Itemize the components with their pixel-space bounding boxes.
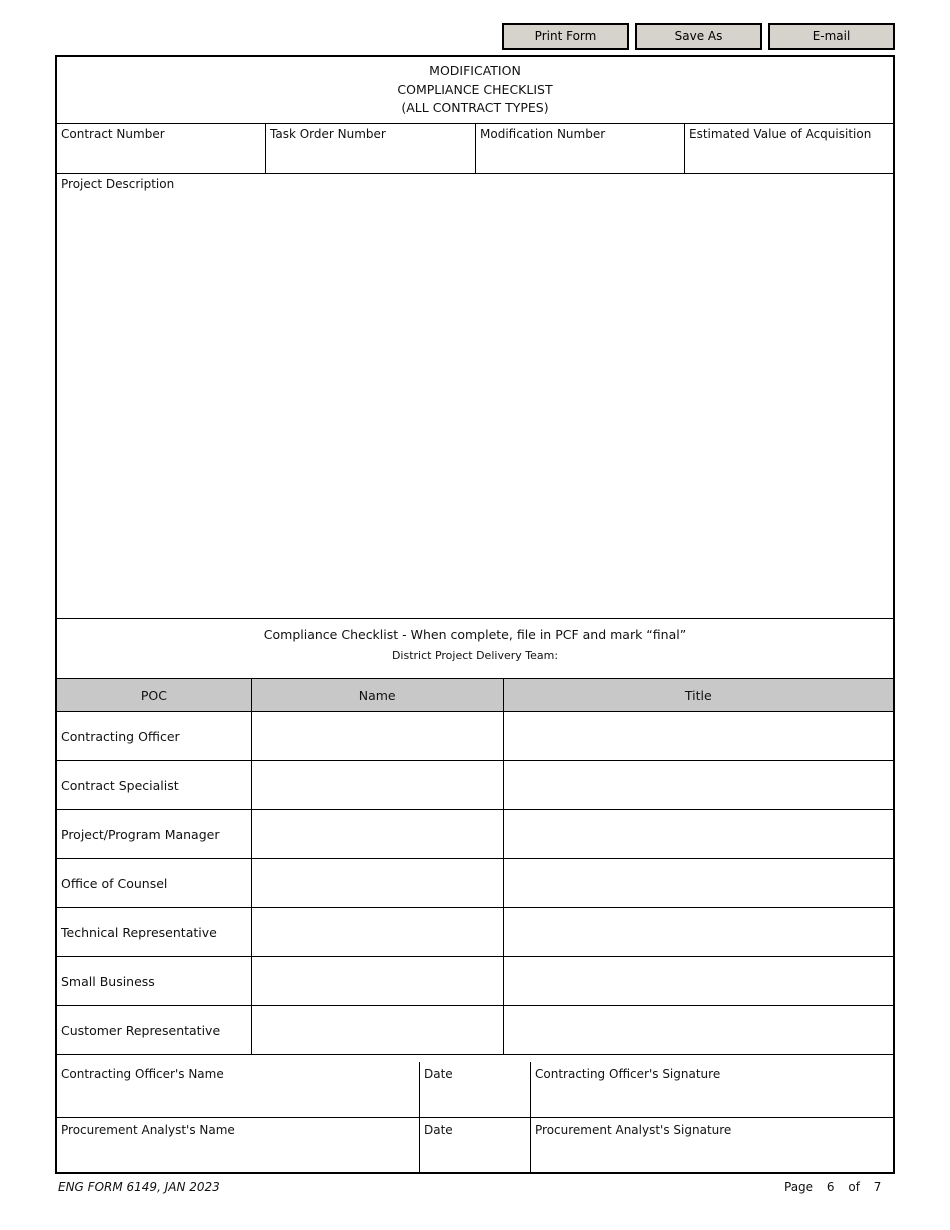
save-as-button[interactable]: Save As bbox=[635, 23, 762, 50]
compliance-subtitle: District Project Delivery Team: bbox=[391, 649, 559, 662]
procurement-analyst-date-label: Date bbox=[424, 1123, 453, 1137]
of-label: of bbox=[848, 1180, 860, 1194]
name-input[interactable] bbox=[251, 712, 503, 761]
header-line-1: MODIFICATION bbox=[429, 63, 521, 78]
contracting-officer-name-label: Contracting Officer's Name bbox=[61, 1067, 224, 1081]
table-row bbox=[57, 810, 894, 859]
title-input[interactable] bbox=[503, 761, 893, 810]
poc-role: Project/Program Manager bbox=[57, 810, 252, 859]
poc-role: Contract Specialist bbox=[57, 761, 252, 810]
page-current: 6 bbox=[826, 1180, 835, 1194]
poc-role: Office of Counsel bbox=[57, 859, 252, 908]
name-header: Name bbox=[251, 679, 503, 712]
name-input[interactable] bbox=[251, 761, 503, 810]
poc-role: Customer Representative bbox=[57, 1006, 252, 1055]
page-indicator bbox=[784, 1180, 891, 1194]
contracting-officer-signature-field[interactable] bbox=[531, 1062, 893, 1118]
table-row bbox=[57, 957, 894, 1006]
name-input[interactable] bbox=[251, 908, 503, 957]
name-input[interactable] bbox=[251, 1006, 503, 1055]
poc-role: Contracting Officer bbox=[57, 712, 252, 761]
title-header: Title bbox=[503, 679, 893, 712]
form-id: ENG FORM 6149, JAN 2023 bbox=[58, 1180, 220, 1194]
compliance-section bbox=[57, 619, 893, 678]
title-input[interactable] bbox=[503, 859, 893, 908]
contracting-officer-date-label: Date bbox=[424, 1067, 453, 1081]
contract-number-label: Contract Number bbox=[61, 127, 165, 141]
project-description-field[interactable] bbox=[57, 174, 893, 619]
procurement-analyst-signature-field[interactable] bbox=[531, 1118, 893, 1174]
table-row bbox=[57, 712, 894, 761]
email-button[interactable]: E-mail bbox=[768, 23, 895, 50]
contracting-officer-date-field[interactable] bbox=[420, 1062, 531, 1118]
header-line-2: COMPLIANCE CHECKLIST bbox=[397, 81, 553, 97]
table-row bbox=[57, 761, 894, 810]
procurement-analyst-name-field[interactable] bbox=[57, 1118, 420, 1174]
contract-number-field[interactable] bbox=[57, 124, 266, 174]
poc-table-header bbox=[57, 679, 894, 712]
form-header bbox=[57, 57, 893, 124]
poc-role: Small Business bbox=[57, 957, 252, 1006]
contracting-officer-name-field[interactable] bbox=[57, 1062, 420, 1118]
contracting-officer-signature-label: Contracting Officer's Signature bbox=[535, 1067, 721, 1081]
title-input[interactable] bbox=[503, 810, 893, 859]
table-row bbox=[57, 859, 894, 908]
estimated-value-field[interactable] bbox=[685, 124, 893, 174]
procurement-analyst-name-label: Procurement Analyst's Name bbox=[61, 1123, 235, 1137]
title-input[interactable] bbox=[503, 908, 893, 957]
title-input[interactable] bbox=[503, 1006, 893, 1055]
compliance-form bbox=[55, 55, 895, 1174]
title-input[interactable] bbox=[503, 712, 893, 761]
compliance-title: Compliance Checklist - When complete, file in PCF and mark “final” bbox=[263, 627, 687, 642]
project-description-label: Project Description bbox=[61, 177, 175, 191]
task-order-number-field[interactable] bbox=[266, 124, 476, 174]
procurement-analyst-signature-label: Procurement Analyst's Signature bbox=[535, 1123, 732, 1137]
procurement-analyst-date-field[interactable] bbox=[420, 1118, 531, 1174]
name-input[interactable] bbox=[251, 859, 503, 908]
title-input[interactable] bbox=[503, 957, 893, 1006]
poc-table bbox=[56, 678, 894, 1055]
page-label: Page bbox=[784, 1180, 814, 1194]
table-row bbox=[57, 1006, 894, 1055]
print-form-button[interactable]: Print Form bbox=[502, 23, 629, 50]
poc-role: Technical Representative bbox=[57, 908, 252, 957]
header-line-3: (ALL CONTRACT TYPES) bbox=[401, 100, 549, 115]
name-input[interactable] bbox=[251, 810, 503, 859]
poc-header: POC bbox=[57, 679, 252, 712]
modification-number-field[interactable] bbox=[476, 124, 685, 174]
estimated-value-label: Estimated Value of Acquisition bbox=[689, 127, 872, 141]
signature-section bbox=[57, 1062, 893, 1174]
modification-number-label: Modification Number bbox=[480, 127, 606, 141]
name-input[interactable] bbox=[251, 957, 503, 1006]
table-row bbox=[57, 908, 894, 957]
page-total: 7 bbox=[873, 1180, 882, 1194]
task-order-number-label: Task Order Number bbox=[270, 127, 386, 141]
